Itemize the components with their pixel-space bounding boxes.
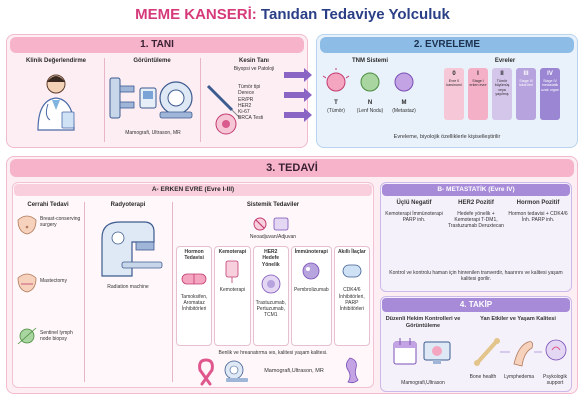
stage-card [468,68,488,120]
surgery-item: Breast-conserving surgery [40,216,81,229]
pill-icon [179,266,209,290]
evreleme-header: 2. EVRELEME [320,37,574,53]
takip-left-caption: Mamografi,Ultrason [401,380,445,386]
stage-number: I [477,71,479,77]
metastatic-col-title: HER2 Pozitif [458,200,494,206]
doctor-icon [26,70,86,136]
tani-header: 1. TANI [10,37,304,53]
head-support-icon [546,340,566,360]
checkup-icons [392,336,454,376]
side-effects-icons [470,334,570,370]
lymph-node-icon [18,328,36,344]
tnm-cells-icon [322,68,418,98]
systemic-footer: Benlik ve hreanatırma ıes, kalitesi yaşam kalitesi. [218,350,328,356]
systemic-card-immuno [291,246,332,346]
systemic-card-desc: CDK4/6 İnhibitörleri, PARP İnhibitörleri [338,287,365,312]
tnm-title: TNM Sistemi [351,58,388,64]
definitive-item: ER/PR [238,96,254,103]
definitive-item: BRCA Testi [238,115,264,122]
early-divider-1 [84,202,85,382]
stage-desc: Evre 0 karsinomi [446,79,462,88]
radiation-machine-icon [92,218,164,280]
systemic-card-title: Kemoterapi [218,249,247,255]
definitive-item: Derece [238,90,255,97]
definitive-title: Kesin Tanı [239,58,269,64]
surgery-title: Cerrahi Tedavi [27,202,69,208]
imaging-devices-icon [108,72,196,124]
target-icon [256,272,286,296]
systemic-columns [176,246,370,346]
mri-icon [222,360,250,384]
iv-bag-icon [217,259,247,283]
side-effect-item: Lymphedema [503,374,535,380]
seahorse-icon [338,356,362,386]
tani-divider-1 [104,58,105,142]
systemic-card-her2 [253,246,289,346]
bone-icon [474,338,500,366]
title-part-1: MEME KANSERİ: [135,6,257,23]
stage-number: 0 [452,71,456,77]
metastatic-col-desc: Hormon tedavisi + CDK4/6 İnh. PARP inh. [508,210,568,223]
early-stage-header: A- ERKEN EVRE (Evre I-III) [14,184,372,196]
surgery-icons [16,214,38,364]
early-divider-2 [172,202,173,382]
surgery-item: Sentinel lymph node biopsy [40,330,73,343]
tnm-n-label: N [367,100,373,106]
definitive-item: HER2 [238,102,252,109]
metastatic-col-her2 [446,200,506,264]
takip-header: 4. TAKİP [382,298,570,312]
stage-card [516,68,536,120]
systemic-card-hormone [176,246,212,346]
metastatic-col-desc: Kemoterapi İmmünoterapi PARP inh. [385,210,443,223]
tnm-t-sub: (Tümör) [327,108,345,114]
side-effect-item: Bone health [469,374,497,380]
systemic-card-desc: Tamoksifen, Aromataz İnhibitörleri [180,293,208,312]
radio-caption: Radiation machine [107,284,149,290]
metastatic-col-title: Üçlü Negatif [396,200,432,206]
systemic-card-smart [334,246,370,346]
metastatic-col-tnbc [384,200,444,264]
page-title [0,6,585,23]
systemic-title: Sistemik Tedaviler [246,202,300,208]
surgery-item: Mastectomy [40,278,67,284]
neo-adjuvant-label: Neoadjuvan/Adjuvan [249,234,297,240]
stage-card [492,68,512,120]
systemic-card-title: İmmünoterapi [294,249,328,255]
clinic-title: Klinik Değerlendirme [25,58,87,64]
systemic-card-title: Hormon Tedavisi [184,249,204,262]
stage-card [540,68,560,120]
imaging-caption: Mamografi, Ultrason, MR [125,130,181,136]
takip-left-title: Düzenli Hekim Kontrolleri ve Görüntüleme [385,316,461,329]
stage-desc: Stage IV metastatik uzak organ [541,79,559,92]
metastatic-col-title: Hormon Pozitif [516,200,560,206]
stage-desc: Stage III lokal ileri [519,79,533,88]
metastatic-header: B- METASTATİK (Evre IV) [382,184,570,196]
stages-title: Evreler [494,58,516,64]
metastatic-columns [384,200,568,264]
immune-cell-icon [296,259,326,283]
neo-adjuvant-icon [252,216,292,232]
monitor-icon [424,342,450,364]
tnm-n-sub: (Lenf Nodu) [356,108,384,114]
breast-icon [18,216,36,234]
mastectomy-icon [18,274,36,292]
radio-title: Radyoterapi [110,202,146,208]
evreleme-caption: Evreleme, biyolojik özelliklerle kişiselleştirilir [393,134,501,140]
definitive-item: Ki-67 [238,109,250,115]
systemic-card-desc: Trastuzumab, Pertuzumab, TCM1 [255,299,286,319]
flow-arrows [282,66,314,126]
calendar-icon [394,338,416,364]
systemic-card-title: HER2 Hedefe Yönelik [261,249,280,268]
tani-divider-2 [200,58,201,142]
capsule-icon [337,259,367,283]
tnm-t-label: T [334,100,338,106]
systemic-bottom-caption: Mamografi,Ultrason, MR [264,368,324,374]
arm-icon [514,342,533,366]
pink-ribbon-icon [196,358,216,386]
stage-desc: Stage I erken evre [469,79,487,88]
stage-number: II [500,71,504,77]
stage-number: III [523,71,529,77]
tedavi-header: 3. TEDAVİ [10,159,574,177]
tnm-m-label: M [401,100,407,106]
metastatic-col-desc: Hedefe yönelik + Kemoterapi T-DM1, Trastuzumab Deruxtecan [448,210,504,229]
takip-right-title: Yan Etkiler ve Yaşam Kalitesi [480,316,556,322]
side-effect-item: Psykologik support [543,374,567,387]
title-part-2: Tanıdan Tedaviye Yolculuk [256,6,450,23]
takip-right-items [466,374,572,387]
metastatic-caption: Kontrol ve kontrolu haman için hinrenilen tranverdir, haarırını ve kalitesi yaşam kalitesi gorilir. [389,270,563,283]
systemic-card-title: Akıllı İlaçlar [337,249,366,255]
stage-card [444,68,464,120]
stage-number: IV [547,71,553,77]
stages-row [444,68,570,122]
tnm-m-sub: (Metastaz) [392,108,416,114]
definitive-subtitle: Biyopsi ve Patoloji [233,66,275,72]
definitive-item: Tümör tipi [238,84,261,90]
metastatic-col-hormone [508,200,568,264]
stage-desc: Tümör büyümüş veya yayılmış [494,79,510,96]
systemic-card-desc: Pembrolizumab [293,287,329,294]
imaging-title: Görüntüleme [133,58,171,64]
systemic-card-desc: Kemoterapi [219,287,246,294]
systemic-card-chemo [214,246,250,346]
